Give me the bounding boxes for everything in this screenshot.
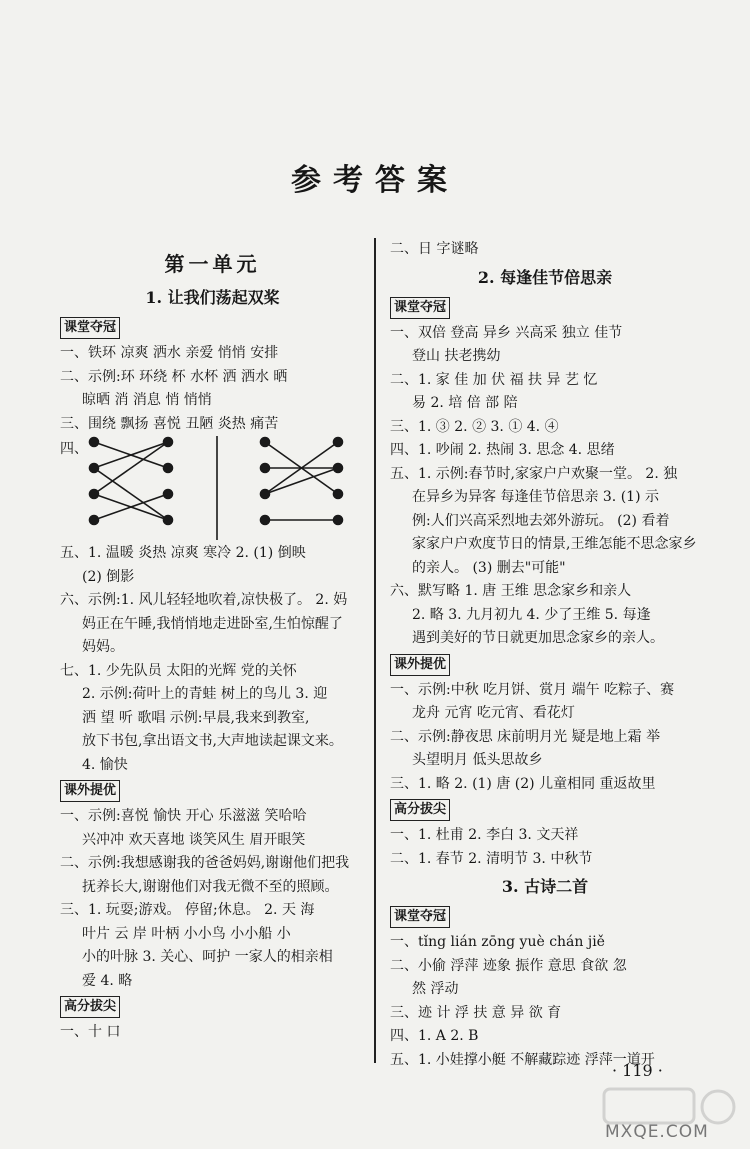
answer-line: 爱 4. 略 [82,972,133,989]
answer-line: (2) 倒影 [82,568,135,585]
answer-line: 的亲人。 (3) 删去"可能" [412,559,566,576]
answer-line: 小的叶脉 3. 关心、呵护 一家人的相亲相 [82,949,333,965]
page-number: · 119 · [612,1061,663,1080]
section-extra: 课外提优 [60,780,120,802]
section-top: 高分拔尖 [390,799,450,821]
answer-line: 一、示例:中秋 吃月饼、赏月 端午 吃粽子、赛 [390,681,675,698]
answer-line: 三、围绕 飘扬 喜悦 丑陋 炎热 痛苦 [60,415,279,432]
answer-line: 例:人们兴高采烈地去郊外游玩。 (2) 看着 [412,512,670,529]
answer-line: 五、1. 温暖 炎热 凉爽 寒冷 2. (1) 倒映 [60,545,306,561]
answer-line: 头望明月 低头思故乡 [412,752,543,768]
answer-line: 家家户户欢度节日的情景,王维怎能不思念家乡 [412,536,697,552]
answer-line: 一、双倍 登高 异乡 兴高采 独立 佳节 [390,324,623,341]
answer-line: 二、1. 春节 2. 清明节 3. 中秋节 [390,850,593,867]
answer-line: 六、默写略 1. 唐 王维 思念家乡和亲人 [390,583,632,599]
answer-line: 二、日 字谜略 [390,241,479,257]
watermark-text: MXQE.COM [605,1122,709,1142]
answer-line: 4. 愉快 [82,756,128,773]
left-column [60,238,365,1045]
answer-line: 妈正在午睡,我悄悄地走进卧室,生怕惊醒了 [82,615,343,632]
answer-line: 六、示例:1. 风儿轻轻地吹着,凉快极了。 2. 妈 [60,592,348,608]
answer-line: 一、1. 杜甫 2. 李白 3. 文天祥 [390,827,579,843]
answer-line: 三、1. 玩耍;游戏。 停留;休息。 2. 天 海 [60,902,315,918]
section-classroom: 课堂夺冠 [390,297,450,319]
answer-line: 2. 示例:荷叶上的青蛙 树上的鸟儿 3. 迎 [82,686,328,702]
answer-line: 二、1. 家 佳 加 伏 福 扶 异 艺 忆 [390,371,598,388]
answer-line: 二、示例:我想感谢我的爸爸妈妈,谢谢他们把我 [60,855,350,871]
answer-line: 二、示例:静夜思 床前明月光 疑是地上霜 举 [390,728,661,745]
answer-line: 一、铁环 凉爽 洒水 亲爱 悄悄 安排 [60,345,279,361]
answer-line: 叶片 云 岸 叶柄 小小鸟 小小船 小 [82,925,291,942]
section-classroom: 课堂夺冠 [60,317,120,339]
section-classroom: 课堂夺冠 [390,906,450,928]
answer-line: 四、1. A 2. B [390,1028,479,1044]
answer-line: 七、1. 少先队员 太阳的光辉 党的关怀 [60,662,297,679]
answer-line: 在异乡为异客 每逢佳节倍思亲 3. (1) 示 [412,489,659,505]
lesson-1-title: 1. 让我们荡起双桨 [145,288,280,307]
answer-line: 一、十 口 [60,1024,121,1040]
answer-line: 一、示例:喜悦 愉快 开心 乐滋滋 笑哈哈 [60,808,307,824]
matching-lines-diagram [60,436,365,542]
unit-title: 第一单元 [164,252,261,276]
answer-line: 四、1. 吵闹 2. 热闹 3. 思念 4. 思绪 [390,442,615,458]
matching-exercise [60,436,365,542]
answer-line: 五、1. 小娃撑小艇 不解藏踪迹 浮萍一道开 [390,1051,655,1068]
column-divider [374,238,376,1063]
answer-line: 遇到美好的节日就更加思念家乡的亲人。 [412,630,664,646]
lesson-2-title: 2. 每逢佳节倍思亲 [477,267,613,287]
answer-line: 然 浮动 [412,981,459,997]
answer-line: 兴冲冲 欢天喜地 谈笑风生 眉开眼笑 [82,831,306,848]
answer-line: 三、1. ③ 2. ② 3. ① 4. ④ [390,418,559,435]
answer-line: 放下书包,拿出语文书,大声地读起课文来。 [82,733,343,749]
answer-line: 2. 略 3. 九月初九 4. 少了王维 5. 每逢 [412,606,651,623]
page-title: 参考答案 [291,163,459,198]
answer-line: 三、迹 计 浮 扶 意 异 欲 育 [390,1004,562,1021]
answer-line: 二、示例:环 环绕 杯 水杯 洒 洒水 晒 [60,368,288,385]
right-column [390,238,700,1072]
answer-line: 龙舟 元宵 吃元宵、看花灯 [412,705,575,721]
answer-line: 一、tǐng lián zōng yuè chán jiě [390,934,605,950]
answer-line: 二、小偷 浮萍 迹象 振作 意思 食欲 忽 [390,957,627,974]
matching-label: 四、 [60,441,88,457]
answer-line: 五、1. 示例:春节时,家家户户欢聚一堂。 2. 独 [390,465,678,482]
section-extra: 课外提优 [390,654,450,676]
answer-line: 登山 扶老携幼 [412,348,501,364]
answer-line: 三、1. 略 2. (1) 唐 (2) 儿童相同 重返故里 [390,775,656,792]
section-top: 高分拔尖 [60,996,120,1018]
answer-line: 易 2. 培 倍 部 陪 [412,395,518,411]
answer-line: 晾晒 消 消息 悄 悄悄 [82,392,212,408]
answer-line: 妈妈。 [82,639,124,655]
answer-line: 洒 望 听 歌唱 示例:早晨,我来到教室, [82,709,310,726]
answer-line: 抚养长大,谢谢他们对我无微不至的照顾。 [82,878,339,895]
lesson-3-title: 3. 古诗二首 [501,877,589,896]
